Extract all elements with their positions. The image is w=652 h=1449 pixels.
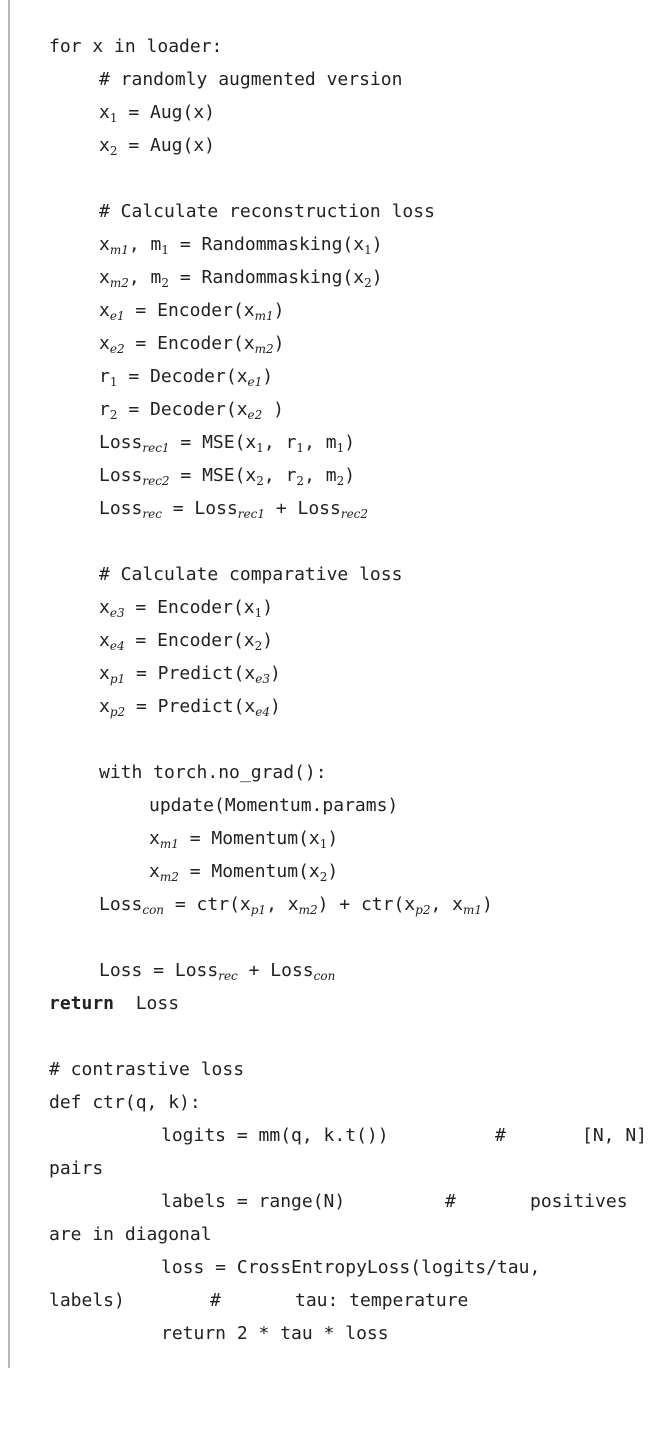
return-keyword: return bbox=[49, 993, 115, 1014]
code-line-30: return Loss bbox=[49, 993, 180, 1014]
code-line-7: $x_{m1}$, $m_1$ = $Randommasking(x_1)$ bbox=[99, 234, 383, 257]
code-line-20: $x_{p1}$ = $Predict(x_{e3})$ bbox=[99, 663, 281, 686]
code-line-1: for x in loader: bbox=[49, 36, 223, 57]
code-line-10: $x_{e2}$ = $Encoder(x_{m2})$ bbox=[99, 333, 285, 356]
code-line-34: logits = mm(q, k.t()) # [N, N] bbox=[161, 1125, 648, 1146]
code-line-29: Loss = Loss$_{rec}$ + Loss$_{con}$ bbox=[99, 960, 336, 983]
code-line-14: Loss$_{rec2}$ = $MSE(x_2$, $r_2$, $m_2$) bbox=[99, 465, 356, 488]
blank-line bbox=[0, 1020, 652, 1053]
code-line-27: Loss$_{con}$ = $ctr(x_{p1}$, $x_{m2}) + ctr(x_{p2}$, $x_{m1}$) bbox=[99, 894, 493, 917]
code-line-39: labels) # tau: temperature bbox=[49, 1290, 469, 1311]
code-line-18: $x_{e3}$ = $Encoder(x_1)$ bbox=[99, 597, 274, 620]
blank-line bbox=[0, 921, 652, 954]
code-line-40: return 2 * tau * loss bbox=[161, 1323, 389, 1344]
code-line-4: $x_2 = Aug(x)$ bbox=[99, 135, 216, 158]
code-line-35: pairs bbox=[49, 1158, 104, 1179]
code-line-26: $x_{m2}$ = $Momentum(x_2)$ bbox=[149, 861, 339, 884]
code-line-2: # randomly augmented version bbox=[99, 69, 403, 90]
code-line-3: $x_1 = Aug(x)$ bbox=[99, 102, 216, 125]
blank-line bbox=[0, 525, 652, 558]
code-line-36: labels = range(N) # positives bbox=[161, 1191, 628, 1212]
blank-line bbox=[0, 723, 652, 756]
code-line-17: # Calculate comparative loss bbox=[99, 564, 403, 585]
code-line-21: $x_{p2}$ = $Predict(x_{e4})$ bbox=[99, 696, 281, 719]
code-block bbox=[0, 30, 652, 1350]
code-line-19: $x_{e4}$ = $Encoder(x_2)$ bbox=[99, 630, 274, 653]
code-line-25: $x_{m1}$ = $Momentum(x_1)$ bbox=[149, 828, 339, 851]
code-line-24: update(Momentum.params) bbox=[149, 795, 399, 816]
code-line-23: with torch.no_grad(): bbox=[99, 762, 327, 783]
code-line-13: Loss$_{rec1}$ = $MSE(x_1$, $r_1$, $m_1$) bbox=[99, 432, 356, 455]
code-line-11: $r_1$ = $Decoder(x_{e1})$ bbox=[99, 366, 274, 389]
code-line-15: Loss$_{rec}$ = Loss$_{rec1}$ + Loss$_{rec2}$ bbox=[99, 498, 369, 521]
code-line-12: $r_2$ = $Decoder(x_{e2}$ ) bbox=[99, 399, 284, 422]
code-line-6: # Calculate reconstruction loss bbox=[99, 201, 435, 222]
code-line-37: are in diagonal bbox=[49, 1224, 212, 1245]
code-line-32: # contrastive loss bbox=[49, 1059, 245, 1080]
blank-line bbox=[0, 162, 652, 195]
code-line-33: def ctr(q, k): bbox=[49, 1092, 201, 1113]
code-line-8: $x_{m2}$, $m_2$ = $Randommasking(x_2)$ bbox=[99, 267, 383, 290]
code-line-38: loss = CrossEntropyLoss(logits/tau, bbox=[161, 1257, 541, 1278]
code-line-9: $x_{e1}$ = $Encoder(x_{m1})$ bbox=[99, 300, 285, 323]
